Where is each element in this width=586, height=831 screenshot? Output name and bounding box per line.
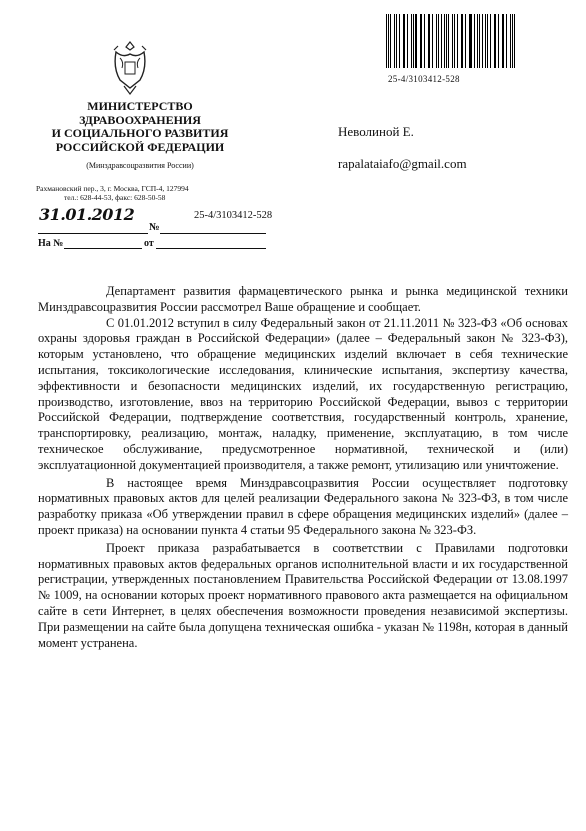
coat-of-arms-emblem [110,38,150,98]
reference-date-label: от [144,238,154,249]
body-paragraph: Департамент развития фармацевтического рынка и рынка медицинской техники Минздравсоцразвития России рассмотрел Ваше обращение и сообщает. [38,284,568,314]
reference-date-underline [156,248,266,249]
reference-number-underline [64,248,142,249]
barcode-bar [436,14,437,68]
ministry-phone-fax: тел.: 628-44-53, факс: 628-50-58 [64,193,166,202]
barcode-bar [470,14,471,68]
ministry-name-line: И СОЦИАЛЬНОГО РАЗВИТИЯ [51,126,229,140]
letter-body [38,284,568,651]
barcode-bar [503,14,504,68]
barcode-bar [407,14,408,68]
barcode-bar [487,14,488,68]
body-paragraph: С 01.01.2012 вступил в силу Федеральный закон от 21.11.2011 № 323-ФЗ «Об основах охраны здоровья граждан в Российской Федерации» (далее – Федеральный закон № 323-ФЗ), которым установлено, что обращение медицинских изделий включает в себя технические испытания, токсикологические исследования, клинические испытания, экспертизу качества, эффективности и безопасности медицинских изделий, их государственную регистрацию, производство, изготовление, ввоз на территорию Российской Федерации, вывоз с территории Российской Федерации, подтверждение соответствия, государственный контроль, хранение, транспортировку, реализацию, монтаж, наладку, применение, эксплуатацию, в том числе техническое обслуживание, предусмотренное нормативной, технической и (или) эксплуатационной документацией производителя, а также ремонт, утилизацию или уничтожение. [38,315,568,472]
ministry-address: Рахмановский пер., 3, г. Москва, ГСП-4, 127994 [36,184,189,193]
barcode-bar [452,14,453,68]
number-label: № [149,222,160,233]
ministry-short-name: (Минздравсоцразвития России) [86,161,194,170]
number-underline [160,233,266,234]
date-underline [38,233,148,234]
barcode-bar [510,14,511,68]
barcode-bar [411,14,412,68]
barcode-bar [424,14,425,68]
recipient-name: Неволиной Е. [338,124,414,139]
barcode-bar [454,14,455,68]
barcode-bar [477,14,478,68]
registration-number: 25-4/3103412-528 [194,210,273,221]
barcode-bar [396,14,397,68]
barcode-bar [485,14,486,68]
barcode-bar [415,14,416,68]
barcode-bar [441,14,442,68]
handwritten-date: 31.01.2012 [39,205,135,224]
reference-number-label: На № [38,238,64,249]
recipient-email: rapalataiafo@gmail.com [338,156,467,171]
barcode-bar [432,14,433,68]
body-paragraph: В настоящее время Минздравсоцразвития России осуществляет подготовку нормативных правовых актов для целей реализации Федерального закона № 323-ФЗ, в том числе разработку приказа «Об утверждении правил в сфере обращения медицинских изделий» (далее – проект приказа) на основании пункта 4 статьи 95 Федерального закона № 323-ФЗ. [38,475,568,537]
barcode [386,14,518,68]
barcode-number: 25-4/3103412-528 [388,74,460,84]
barcode-bar [386,14,387,68]
ministry-name-line: РОССИЙСКОЙ ФЕДЕРАЦИИ [55,139,225,154]
ministry-name [50,100,230,154]
ministry-name-line: ЗДРАВООХРАНЕНИЯ [79,112,201,127]
body-paragraph: Проект приказа разрабатывается в соответствии с Правилами подготовки нормативных правовых актов федеральных органов исполнительной власти и их государственной регистрации, утвержденных постановлением Правительства Российской Федерации от 13.08.1997 № 1009, на основании которых проект нормативного правового акта размещается на официальном сайте в сети Интернет, в целях обеспечения возможности проведения независимой экспертизы. При размещении на сайте была допущена техническая ошибка - указан № 1198н, которая в данный момент устранена. [38,540,568,650]
barcode-bar [495,14,496,68]
barcode-bar [394,14,395,68]
barcode-bar [462,14,463,68]
ministry-name-line: МИНИСТЕРСТВО [87,99,193,113]
